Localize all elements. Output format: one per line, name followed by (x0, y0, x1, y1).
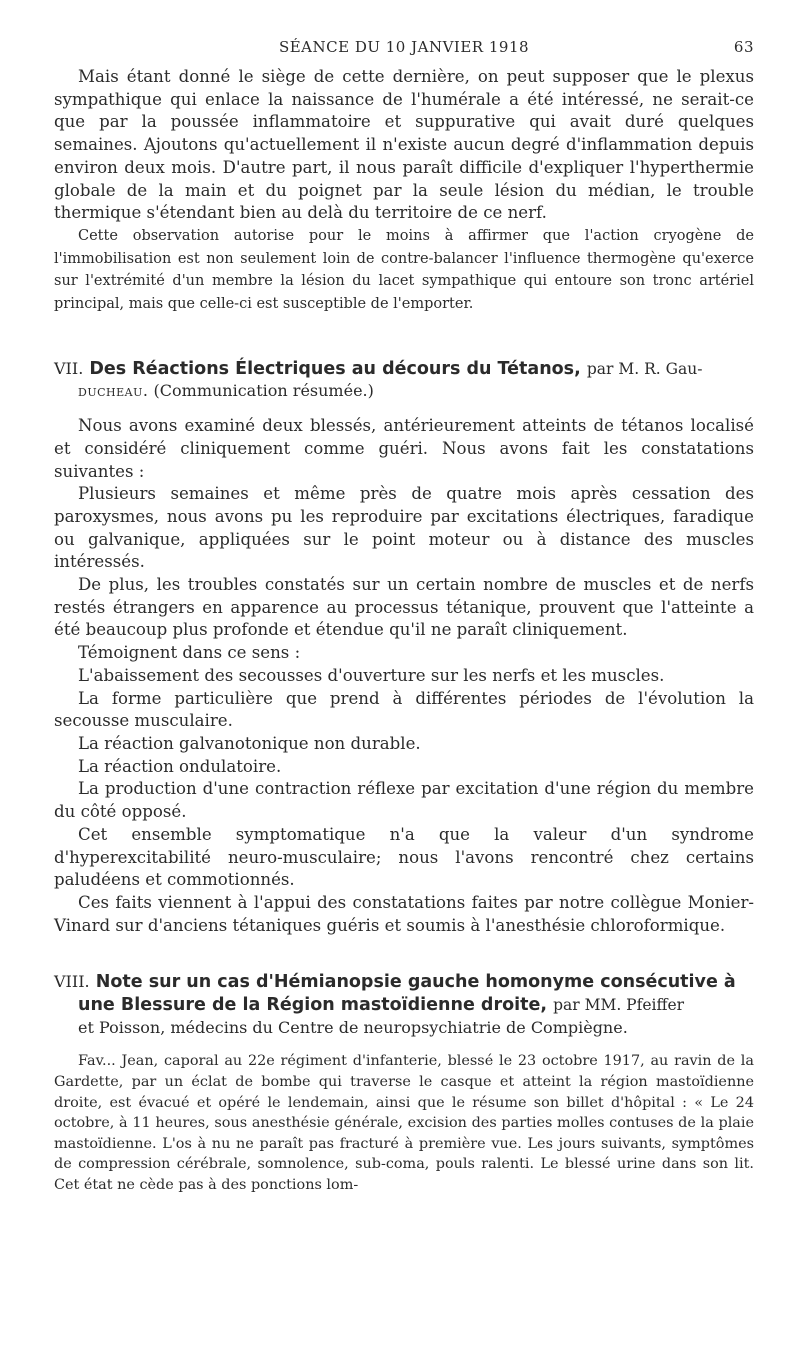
running-head-title: SÉANCE DU 10 JANVIER 1918 (278, 38, 530, 56)
section-7-paragraph: Ces faits viennent à l'appui des constatations faites par notre collègue Monier-Vinard sur d'anciens tétaniques guéris et soumis à l'anesthésie chloroformique. (54, 892, 754, 935)
intro-paragraph-1: Mais étant donné le siège de cette dernière, on peut supposer que le plexus sympathique qui enlace la naissance de l'humérale a été intéressé, ne serait-ce que par la poussée inflammatoire et suppurative qui avait duré quelques semaines. Ajoutons qu'actuellement il n'existe aucun degré d'inflammation depuis environ deux mois. D'autre part, il nous paraît difficile d'expliquer l'hyperthermie globale de la main et du poignet par la seule lésion du médian, le trouble thermique s'étendant bien au delà du territoire de ce nerf. (54, 67, 754, 223)
section-8-number: VIII. (54, 972, 90, 992)
case-report (54, 1051, 754, 1195)
section-7-subline (78, 380, 754, 403)
section-8-byline: par MM. Pfeiffer (553, 996, 685, 1015)
intro-paragraph-2: Cette observation autorise pour le moins à affirmer que l'action cryogène de l'immobilisation est non seulement loin de contre-balancer l'influence thermogène qu'exerce sur l'extrémité d'un membre la lésion du lacet sympathique qui entoure son tronc artériel principal, mais que celle-ci est susceptible de l'emporter. (54, 227, 754, 313)
section-8-heading (54, 971, 754, 1016)
section-8-authors: et Poisson, médecins du Centre de neuropsychiatrie de Compiègne. (78, 1017, 628, 1037)
section-7-title: Des Réactions Électriques au décours du Tétanos, (89, 358, 581, 379)
section-7-author: ducheau. (78, 381, 149, 401)
section-7-paragraph: La réaction ondulatoire. (78, 756, 282, 776)
section-7-paragraph: L'abaissement des secousses d'ouverture sur les nerfs et les muscles. (78, 665, 665, 685)
section-7-note: (Communication résumée.) (153, 381, 374, 401)
section-7-paragraph: Cet ensemble symptomatique n'a que la valeur d'un syndrome d'hyperexcitabilité neuro-musculaire; nous l'avons rencontré chez certains paludéens et commotionnés. (54, 824, 754, 890)
section-7-byline: par M. R. Gau- (586, 359, 703, 378)
case-report-text: Fav... Jean, caporal au 22e régiment d'infanterie, blessé le 23 octobre 1917, au ravin de la Gardette, par un éclat de bombe qui traverse le casque et atteint la région mastoïdienne droite, est évacué et opéré le lendemain, ainsi que le résume son billet d'hôpital : « Le 24 octobre, à 11 heures, sous anesthésie générale, excision des parties molles contuses de la plaie mastoïdienne. L'os à nu ne paraît pas fracturé à première vue. Les jours suivants, symptômes de compression cérébrale, somnolence, sub-coma, pouls ralenti. Le blessé urine dans son lit. Cet état ne cède pas à des ponctions lom- (54, 1053, 754, 1193)
section-7-paragraph: La forme particulière que prend à différentes périodes de l'évolution la secousse musculaire. (54, 688, 754, 731)
section-7-paragraph: Témoignent dans ce sens : (78, 643, 301, 663)
section-8-title: Note sur un cas d'Hémianopsie gauche homonyme consécutive à une Blessure de la Région mastoïdienne droite, (78, 972, 736, 1016)
section-7-paragraph: De plus, les troubles constatés sur un certain nombre de muscles et de nerfs restés étrangers en apparence au processus tétanique, prouvent que l'atteinte a été beaucoup plus profonde et étendue qu'il ne paraît cliniquement. (54, 575, 754, 640)
running-head (54, 34, 754, 66)
section-7-heading (54, 358, 754, 381)
section-7-paragraph: La réaction galvanotonique non durable. (78, 733, 421, 753)
section-7-paragraph: Plusieurs semaines et même près de quatre mois après cessation des paroxysmes, nous avons pu les reproduire par excitations électriques, faradique ou galvanique, appliquées sur le point moteur ou à distance des muscles intéressés. (54, 484, 754, 572)
section-7-number: VII. (54, 358, 84, 378)
section-7-paragraph: La production d'une contraction réflexe par excitation d'une région du membre du côté opposé. (54, 779, 754, 822)
page-number: 63 (733, 38, 754, 56)
section-7-paragraph: Nous avons examiné deux blessés, antérieurement atteints de tétanos localisé et considéré cliniquement comme guéri. Nous avons fait les constatations suivantes : (54, 416, 754, 481)
